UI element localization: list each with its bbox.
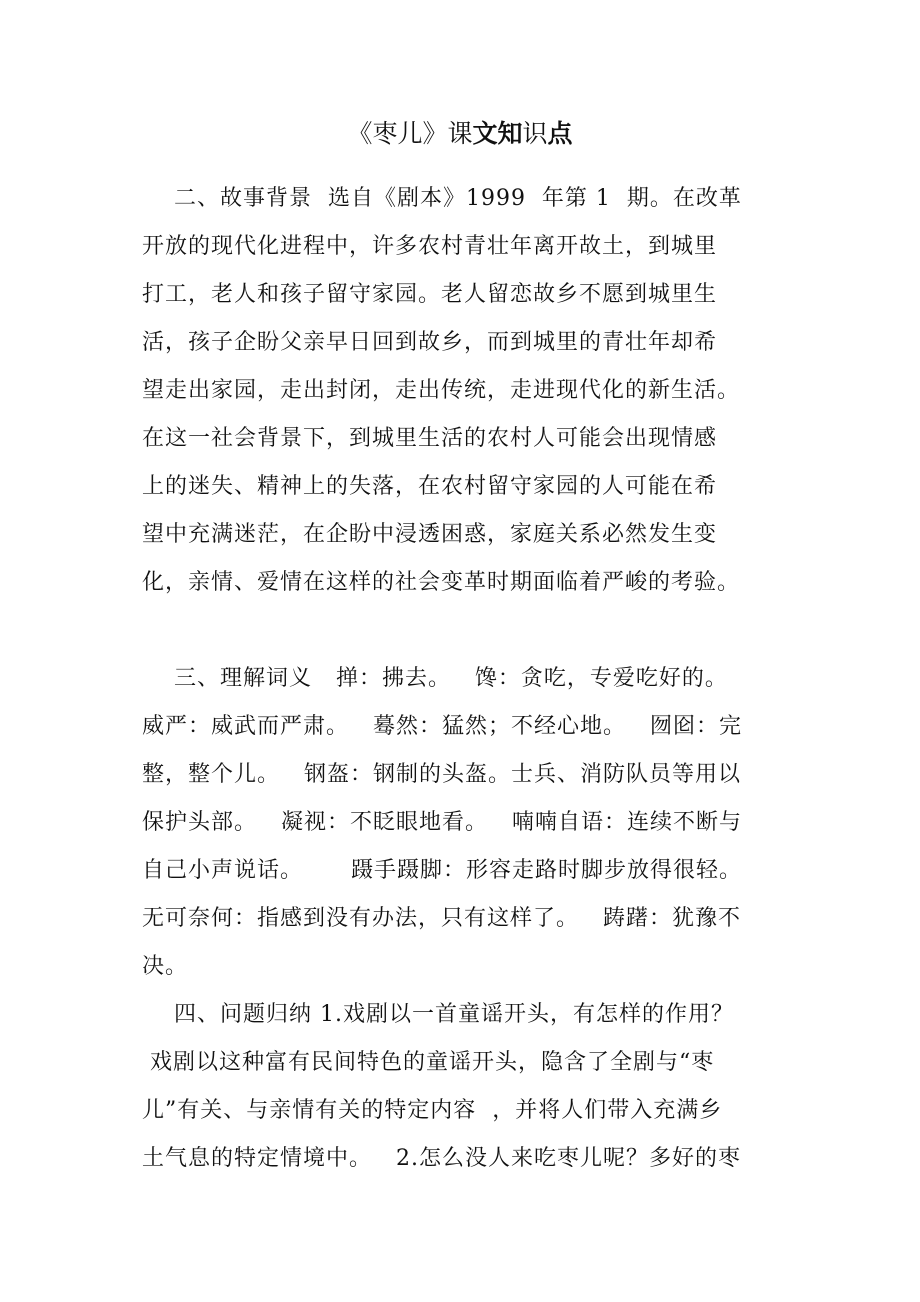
text-line: 二、故事背景 选自《剧本》1999 年第 1 期。在改革 bbox=[142, 186, 742, 211]
title-part-3: 识 bbox=[522, 119, 548, 148]
text-line: 儿”有关、与亲情有关的特定内容 ，并将人们带入充满乡 bbox=[142, 1098, 723, 1123]
text-line: 望走出家园，走出封闭，走出传统，走进现代化的新生活。 bbox=[142, 378, 741, 403]
text-line: 望中充满迷茫，在企盼中浸透困惑，家庭关系必然发生变 bbox=[142, 522, 718, 547]
text-line: 无可奈何：指感到没有办法，只有这样了。 踌躇：犹豫不 bbox=[142, 906, 741, 931]
text-line: 戏剧以这种富有民间特色的童谣开头，隐含了全剧与“枣 bbox=[142, 1050, 715, 1075]
text-line: 打工，老人和孩子留守家园。老人留恋故乡不愿到城里生 bbox=[142, 282, 718, 307]
title-part-1: 《枣儿》课 bbox=[347, 119, 473, 148]
text-line: 活，孩子企盼父亲早日回到故乡，而到城里的青壮年却希 bbox=[142, 330, 718, 355]
text-line: 三、理解词义 掸：拂去。 馋：贪吃，专爱吃好的。 bbox=[142, 666, 728, 691]
title-part-2: 文知 bbox=[472, 119, 523, 148]
text-line: 自己小声说话。 蹑手蹑脚：形容走路时脚步放得很轻。 bbox=[142, 858, 742, 883]
text-line: 整，整个儿。 钢盔：钢制的头盔。士兵、消防队员等用以 bbox=[142, 762, 741, 787]
document-title bbox=[0, 116, 920, 152]
title-part-4: 点 bbox=[547, 119, 573, 148]
text-line: 上的迷失、精神上的失落，在农村留守家园的人可能在希 bbox=[142, 474, 718, 499]
text-line: 土气息的特定情境中。 2.怎么没人来吃枣儿呢？多好的枣 bbox=[142, 1146, 741, 1171]
text-line: 开放的现代化进程中，许多农村青壮年离开故土，到城里 bbox=[142, 234, 718, 259]
text-line: 四、问题归纳 1.戏剧以一首童谣开头，有怎样的作用？ bbox=[142, 1002, 734, 1027]
text-line: 在这一社会背景下，到城里生活的农村人可能会出现情感 bbox=[142, 426, 718, 451]
text-line: 决。 bbox=[142, 954, 189, 979]
text-line: 保护头部。 凝视：不眨眼地看。 喃喃自语：连续不断与 bbox=[142, 810, 742, 835]
text-line: 威严：威武而严肃。 蓦然：猛然；不经心地。 囫囵：完 bbox=[142, 714, 742, 739]
text-line: 化，亲情、爱情在这样的社会变革时期面临着严峻的考验。 bbox=[142, 570, 741, 595]
